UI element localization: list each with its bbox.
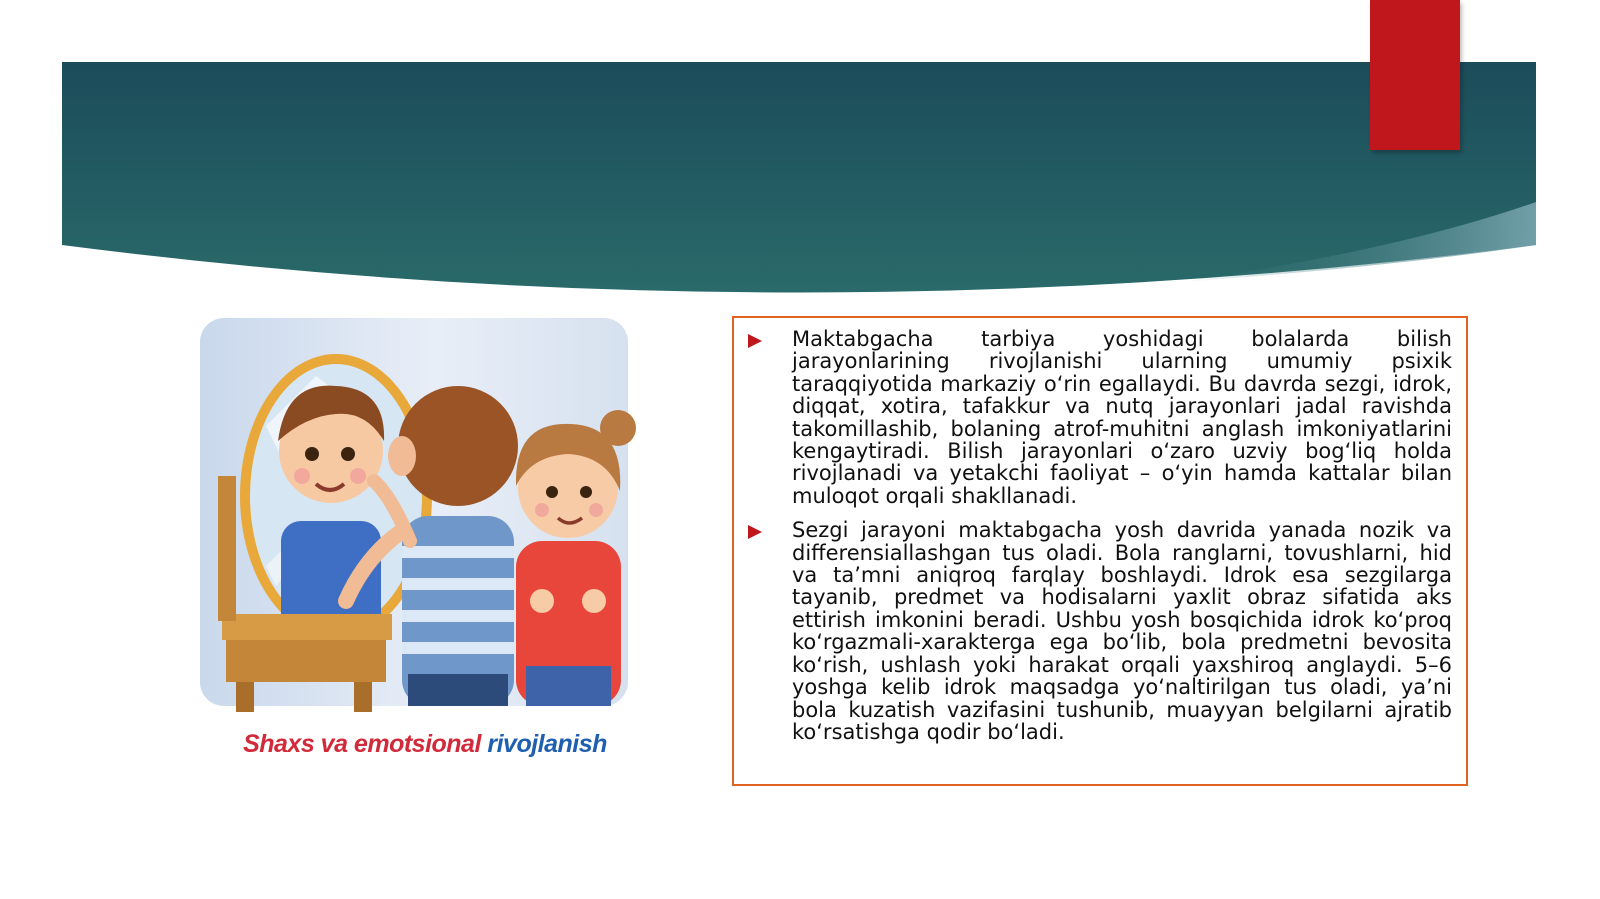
- children-mirror-illustration: [196, 316, 648, 776]
- triangle-bullet-icon: [748, 334, 762, 348]
- header-banner: [0, 0, 1600, 300]
- accent-tab: [1370, 0, 1460, 150]
- caption-part-1: Shaxs va emotsional: [243, 730, 481, 758]
- triangle-bullet-icon: [748, 525, 762, 539]
- content-text-box: [732, 316, 1468, 786]
- bullet-item: [734, 328, 1466, 507]
- caption-part-2: rivojlanish: [487, 730, 607, 758]
- illustration-caption: [240, 730, 610, 759]
- bullet-text: Maktabgacha tarbiya yoshidagi bolalarda bilish jarayonlarining rivojlanishi ularning umumiy psixik taraqqiyotida markaziy o‘rin egallaydi. Bu davrda sezgi, idrok, diqqat, xotira, tafakkur va nutq jarayonlari jadal ravishda takomillashib, bolaning atrof-muhitni anglash imkoniyatlarini kengaytiradi. Bilish jarayonlari o‘zaro uzviy bog‘liq holda rivojlanadi va yetakchi faoliyat – o‘yin hamda kattalar bilan muloqot orqali shakllanadi.: [792, 327, 1452, 508]
- bullet-text: Sezgi jarayoni maktabgacha yosh davrida yanada nozik va differensiallashgan tus oladi. Bola ranglarni, tovushlarni, hid va ta’mni aniqroq farqlay boshlaydi. Idrok esa sezgilarga tayanib, predmet va hodisalarni yaxlit obraz sifatida aks ettirish imkonini beradi. Ushbu yosh bosqichida idrok ko‘proq ko‘rgazmali-xarakterga ega bo‘lib, bola predmetni bevosita ko‘rish, ushlash yoki harakat orqali yaxshiroq anglaydi. 5–6 yoshga kelib idrok maqsadga yo‘naltirilgan tus oladi, ya’ni bola kuzatish vazifasini tushunib, muayyan belgilarni ajratib ko‘rsatishga qodir bo‘ladi.: [792, 518, 1452, 744]
- bullet-item: [734, 519, 1466, 743]
- bullet-list: [734, 328, 1466, 743]
